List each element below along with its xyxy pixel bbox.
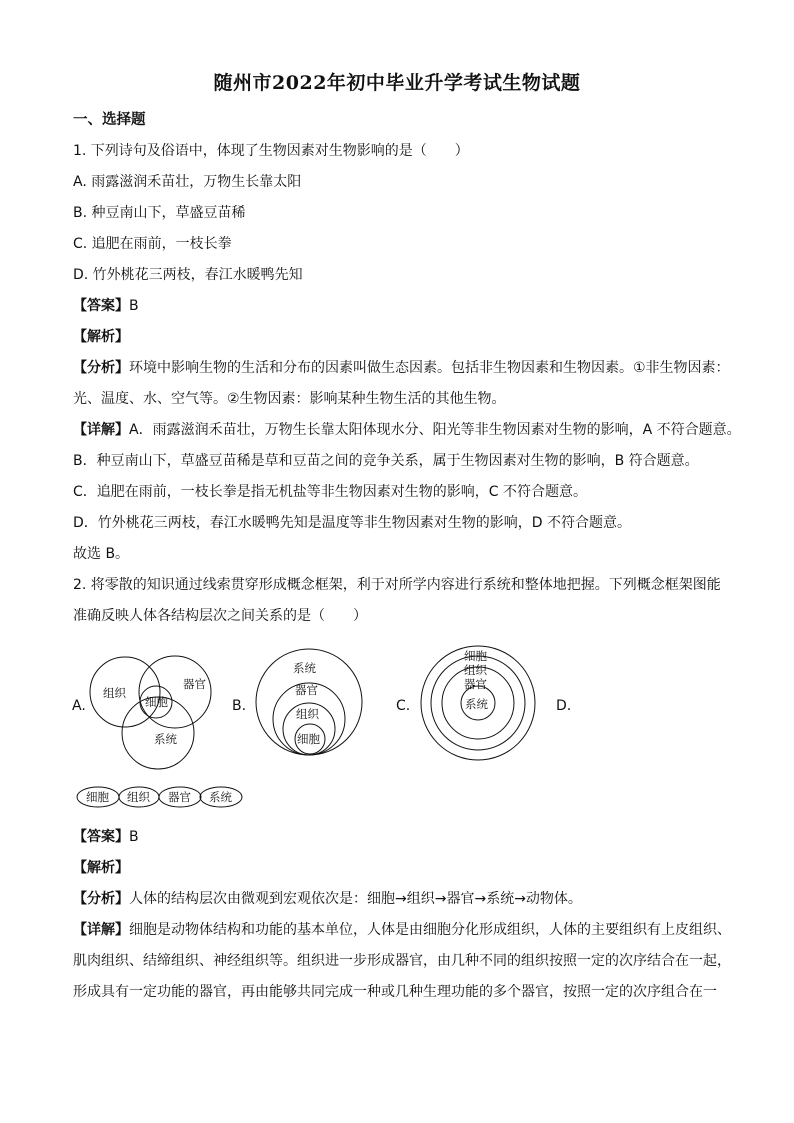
q1-fenxi-line-2: 光、温度、水、空气等。②生物因素：影响某种生物生活的其他生物。	[73, 391, 506, 407]
diagram-a-organ-label: 器官	[183, 677, 206, 691]
q2-diagrams	[0, 640, 794, 815]
q1-conclusion: 故选 B。	[73, 546, 130, 562]
q1-option-c: C. 追肥在雨前，一枝长拳	[73, 236, 232, 252]
diagram-d-cell-label: 细胞	[86, 790, 109, 804]
diagram-c-organ-label: 器官	[464, 677, 487, 691]
q1-xiangjie-line-3: C．追肥在雨前，一枝长拳是指无机盐等非生物因素对生物的影响，C 不符合题意。	[73, 484, 587, 500]
q1-fenxi-line-1	[73, 359, 730, 377]
answer-tag: 【答案】	[73, 298, 129, 314]
diagram-a-cell-label: 细胞	[145, 695, 168, 709]
q2-stem-line-2: 准确反映人体各结构层次之间关系的是（ ）	[73, 608, 367, 624]
q2-analysis-tag	[73, 859, 129, 877]
diagram-c-system-label: 系统	[465, 697, 488, 711]
q1-option-b: B. 种豆南山下，草盛豆苗稀	[73, 205, 246, 221]
q2-xiangjie-line-3: 形成具有一定功能的器官，再由能够共同完成一种或几种生理功能的多个器官，按照一定的次序组合在一	[73, 984, 717, 1000]
diagram-a	[90, 656, 211, 769]
analysis-tag: 【解析】	[73, 860, 129, 876]
q2-xiangjie-line-2: 肌肉组织、结缔组织、神经组织等。组织进一步形成器官，由几种不同的组织按照一定的次序结合在一起，	[73, 953, 731, 969]
q2-option-d-letter: D.	[556, 698, 572, 714]
q1-option-a: A. 雨露滋润禾苗壮，万物生长靠太阳	[73, 174, 302, 190]
q2-fenxi	[73, 890, 582, 908]
diagram-a-system-label: 系统	[154, 732, 177, 746]
q1-xiangjie-line-1	[73, 421, 741, 439]
q1-answer	[73, 297, 139, 315]
q1-stem: 1. 下列诗句及俗语中，体现了生物因素对生物影响的是（ ）	[73, 143, 469, 159]
xiangjie-text: A．雨露滋润禾苗壮，万物生长靠太阳体现水分、阳光等非生物因素对生物的影响，A 不符合题意。	[129, 422, 741, 438]
q1-xiangjie-line-4: D．竹外桃花三两枝，春江水暖鸭先知是温度等非生物因素对生物的影响，D 不符合题意。	[73, 515, 632, 531]
q2-option-a-letter: A.	[72, 698, 86, 714]
diagram-b-organ-label: 器官	[295, 683, 318, 697]
q2-option-b-letter: B.	[232, 698, 247, 714]
diagram-c-cell-label: 细胞	[464, 649, 487, 663]
q2-option-c-letter: C.	[396, 698, 411, 714]
analysis-tag: 【解析】	[73, 329, 129, 345]
q2-stem-line-1: 2. 将零散的知识通过线索贯穿形成概念框架，利于对所学内容进行系统和整体地把握。下列概念框架图能	[73, 577, 721, 593]
diagram-a-tissue-label: 组织	[103, 686, 126, 700]
xiangjie-tag: 【详解】	[73, 922, 129, 938]
answer-value: B	[129, 298, 139, 314]
fenxi-tag: 【分析】	[73, 360, 129, 376]
diagram-b-system-label: 系统	[293, 661, 316, 675]
answer-value: B	[129, 829, 139, 845]
answer-tag: 【答案】	[73, 829, 129, 845]
fenxi-tag: 【分析】	[73, 891, 129, 907]
diagram-b-tissue-label: 组织	[296, 707, 319, 721]
q2-answer	[73, 828, 139, 846]
q2-xiangjie-line-1	[73, 921, 731, 939]
xiangjie-tag: 【详解】	[73, 422, 129, 438]
page-title: 随州市2022年初中毕业升学考试生物试题	[213, 72, 581, 94]
fenxi-text: 环境中影响生物的生活和分布的因素叫做生态因素。包括非生物因素和生物因素。①非生物因素：	[129, 360, 730, 376]
q1-analysis-tag	[73, 328, 129, 346]
q1-option-d: D. 竹外桃花三两枝，春江水暖鸭先知	[73, 267, 303, 283]
diagram-c-tissue-label: 组织	[464, 663, 487, 677]
diagram-d-system-label: 系统	[209, 790, 232, 804]
q1-xiangjie-line-2: B．种豆南山下，草盛豆苗稀是草和豆苗之间的竞争关系，属于生物因素对生物的影响，B 符合题意。	[73, 453, 699, 469]
xiangjie-text: 细胞是动物体结构和功能的基本单位，人体是由细胞分化形成组织，人体的主要组织有上皮组织、	[129, 922, 731, 938]
diagram-d-organ-label: 器官	[168, 790, 191, 804]
section-heading: 一、选择题	[73, 112, 146, 128]
diagram-d-tissue-label: 组织	[127, 790, 150, 804]
fenxi-text: 人体的结构层次由微观到宏观依次是：细胞→组织→器官→系统→动物体。	[129, 891, 582, 907]
diagram-b-cell-label: 细胞	[297, 732, 320, 746]
